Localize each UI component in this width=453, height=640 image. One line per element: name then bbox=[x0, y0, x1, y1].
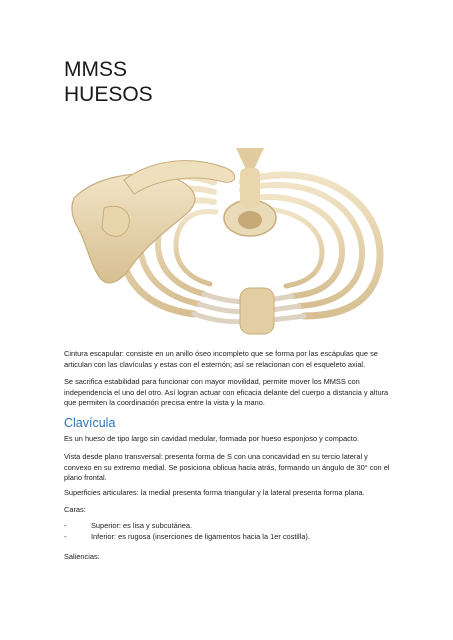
section-heading-clavicula: Clavícula bbox=[64, 416, 116, 430]
title-line-1: MMSS bbox=[64, 58, 127, 81]
shoulder-girdle-drawing bbox=[64, 138, 390, 344]
list-item-text: Superior: es lisa y subcutánea. bbox=[91, 521, 193, 530]
vertebra bbox=[224, 148, 276, 236]
section-trailing-label: Saliencias: bbox=[64, 552, 100, 561]
section-paragraph-2: Vista desde plano transversal: presenta forma de S con una concavidad en su tercio lateral y convexo en su extremo medial. Se posiciona oblicua hacia atrás, formando un ángulo de 30° con el plano frontal. bbox=[64, 452, 390, 483]
section-paragraph-4: Caras: bbox=[64, 505, 86, 514]
list-item bbox=[64, 531, 392, 542]
caras-list bbox=[64, 520, 392, 543]
list-item bbox=[64, 520, 392, 531]
list-bullet: - bbox=[64, 532, 67, 542]
title-line-2: HUESOS bbox=[64, 83, 153, 106]
list-item-text: Inferior: es rugosa (inserciones de ligamentos hacia la 1er costilla). bbox=[91, 532, 310, 542]
glenoid-region bbox=[102, 206, 129, 236]
section-paragraph-1: Es un hueso de tipo largo sin cavidad medular, formada por hueso esponjoso y compacto. bbox=[64, 434, 359, 443]
intro-paragraph-2: Se sacrifica estabilidad para funcionar con mayor movilidad, permite mover los MMSS con independencia el uno del otro. Así logran actuar con eficacia delante del cuerpo a distancia y altura que permiten la coordinación precisa entre la vista y la mano. bbox=[64, 377, 389, 408]
list-bullet: - bbox=[64, 521, 67, 530]
page-title bbox=[64, 57, 153, 107]
sternum bbox=[240, 288, 274, 334]
shoulder-girdle-illustration bbox=[64, 138, 390, 344]
section-paragraph-3: Superficies articulares: la medial presenta forma triangular y la lateral presenta forma plana. bbox=[64, 488, 365, 497]
intro-paragraph-1: Cintura escapular: consiste en un anillo óseo incompleto que se forma por las escápulas que se articulan con las clavículas y estas con el esternón; así se relacionan con el esqueleto axial. bbox=[64, 349, 378, 369]
